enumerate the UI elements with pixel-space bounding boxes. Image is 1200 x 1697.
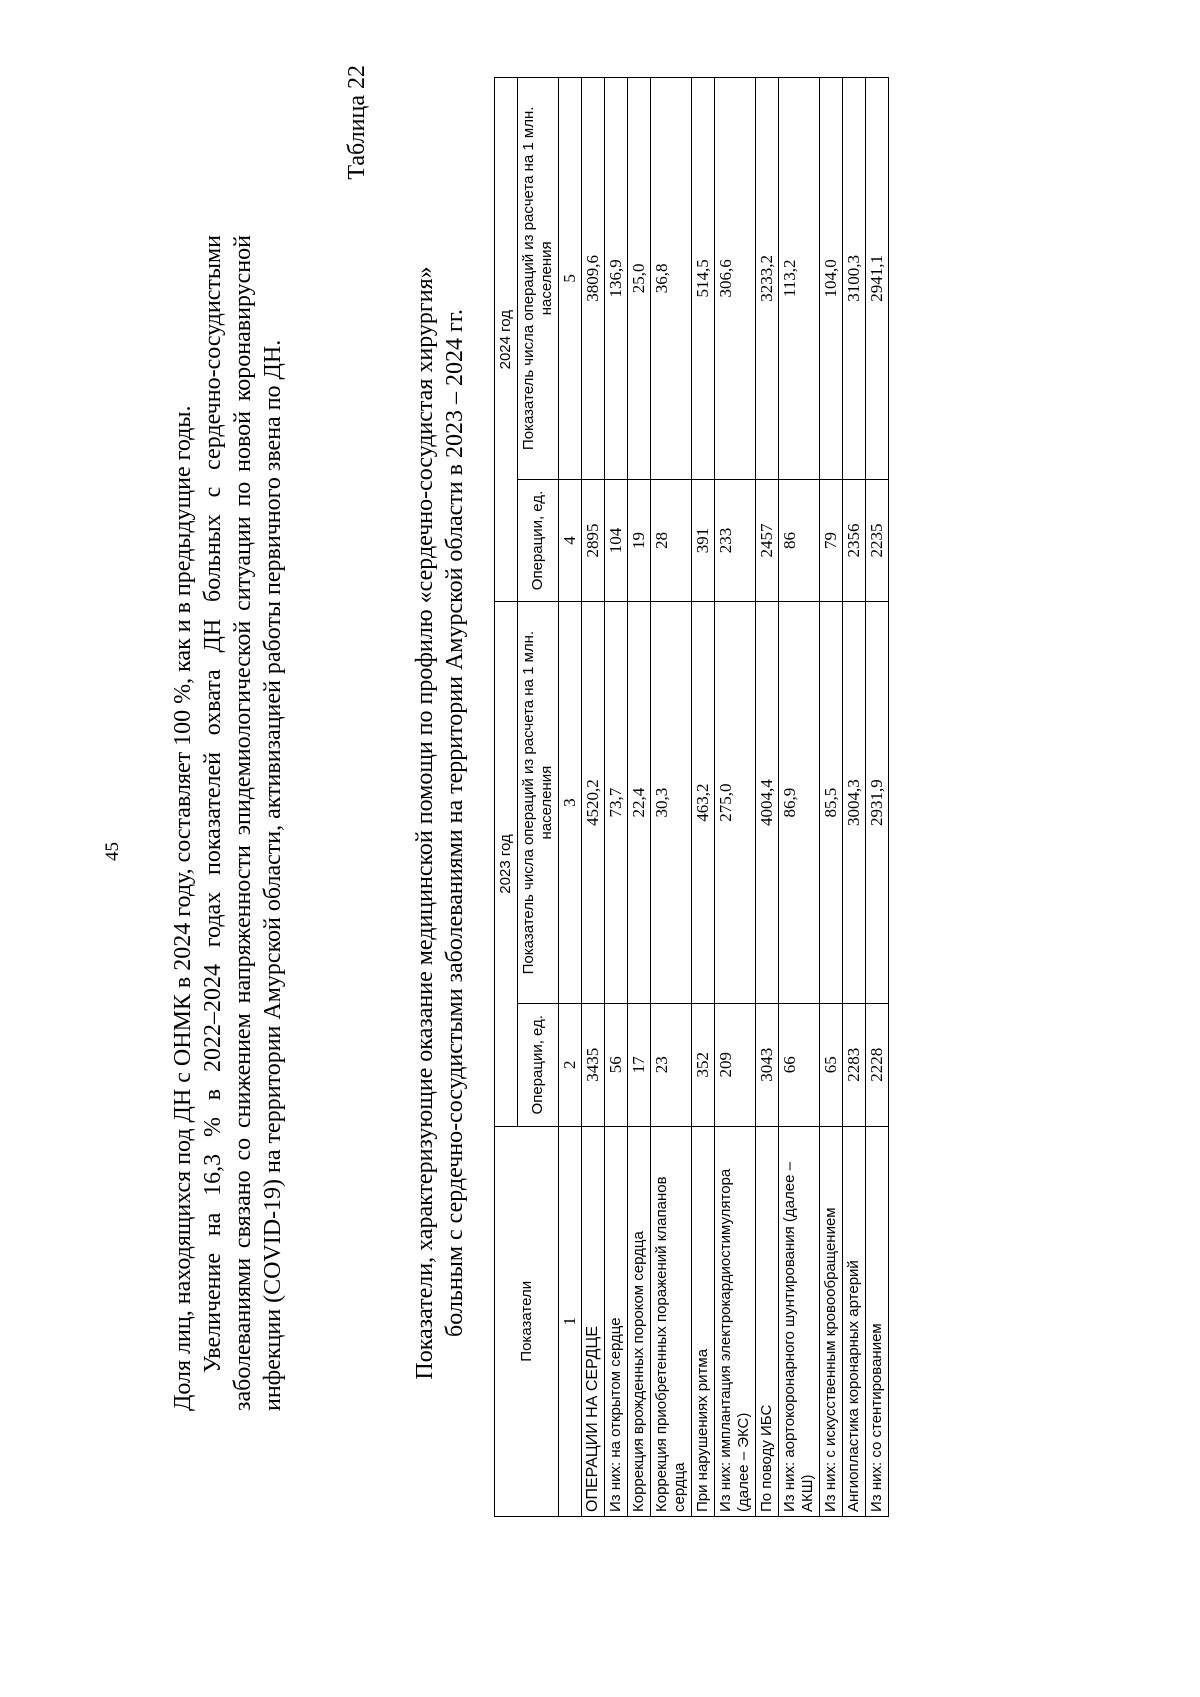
cell-value: 66 xyxy=(779,1003,820,1126)
row-label: При нарушениях ритма xyxy=(692,1126,715,1516)
table-row xyxy=(692,78,715,1517)
cell-value: 2235 xyxy=(866,479,889,602)
cell-value: 2931,9 xyxy=(866,602,889,1004)
cell-value: 2356 xyxy=(843,479,866,602)
cell-value: 3043 xyxy=(756,1003,779,1126)
table-row xyxy=(605,78,628,1517)
index-cell: 4 xyxy=(559,479,582,602)
cell-value: 79 xyxy=(820,479,843,602)
row-label: Коррекция приобретенных поражений клапанов сердца xyxy=(651,1126,692,1516)
page-number: 45 xyxy=(102,842,123,861)
table-row xyxy=(651,78,692,1517)
row-label: Из них: со стентированием xyxy=(866,1126,889,1516)
cell-value: 104,0 xyxy=(820,78,843,480)
cell-value: 25,0 xyxy=(628,78,651,480)
cell-value: 2228 xyxy=(866,1003,889,1126)
cell-value: 2457 xyxy=(756,479,779,602)
row-label: По поводу ИБС xyxy=(756,1126,779,1516)
cell-value: 36,8 xyxy=(651,78,692,480)
row-label: Из них: аортокоронарного шунтирования (далее – АКШ) xyxy=(779,1126,820,1516)
table-row xyxy=(715,78,756,1517)
cell-value: 4520,2 xyxy=(582,602,605,1004)
cell-value: 3004,3 xyxy=(843,602,866,1004)
cell-value: 2895 xyxy=(582,479,605,602)
cell-value: 2283 xyxy=(843,1003,866,1126)
row-label: Ангиопластика коронарных артерий xyxy=(843,1126,866,1516)
cell-value: 514,5 xyxy=(692,78,715,480)
cell-value: 2941,1 xyxy=(866,78,889,480)
cell-value: 463,2 xyxy=(692,602,715,1004)
cell-value: 3809,6 xyxy=(582,78,605,480)
row-label: Коррекция врожденных пороком сердца xyxy=(628,1126,651,1516)
cell-value: 65 xyxy=(820,1003,843,1126)
cell-value: 306,6 xyxy=(715,78,756,480)
cell-value: 209 xyxy=(715,1003,756,1126)
header-rate-2024: Показатель числа операций из расчета на 1 млн. населения xyxy=(518,78,559,480)
index-row xyxy=(559,78,582,1517)
header-year-2023: 2023 год xyxy=(495,602,518,1126)
cell-value: 352 xyxy=(692,1003,715,1126)
row-label: Из них: на открытом сердце xyxy=(605,1126,628,1516)
cell-value: 233 xyxy=(715,479,756,602)
cell-value: 85,5 xyxy=(820,602,843,1004)
index-cell: 3 xyxy=(559,602,582,1004)
table-row xyxy=(779,78,820,1517)
index-cell: 1 xyxy=(559,1126,582,1516)
cell-value: 136,9 xyxy=(605,78,628,480)
cell-value: 3100,3 xyxy=(843,78,866,480)
table-row xyxy=(843,78,866,1517)
cell-value: 3435 xyxy=(582,1003,605,1126)
body-text xyxy=(168,235,288,1411)
row-label: Из них: с искусственным кровообращением xyxy=(820,1126,843,1516)
cell-value: 28 xyxy=(651,479,692,602)
cell-value: 391 xyxy=(692,479,715,602)
index-cell: 5 xyxy=(559,78,582,480)
table-row xyxy=(756,78,779,1517)
table-row xyxy=(866,78,889,1517)
table-label: Таблица 22 xyxy=(344,65,370,180)
cell-value: 56 xyxy=(605,1003,628,1126)
cell-value: 275,0 xyxy=(715,602,756,1004)
cell-value: 104 xyxy=(605,479,628,602)
table-row xyxy=(820,78,843,1517)
index-cell: 2 xyxy=(559,1003,582,1126)
table-caption: Показатели, характеризующие оказание медицинской помощи по профилю «сердечно-сосудистая хирургия» больным с сердечно-сосудистыми заболеваниями на территории Амурской области в 2023 – 2024 гг. xyxy=(412,266,468,1380)
table-row xyxy=(628,78,651,1517)
header-indicator: Показатели xyxy=(495,1126,559,1516)
cell-value: 73,7 xyxy=(605,602,628,1004)
surgery-table xyxy=(494,77,889,1517)
cell-value: 23 xyxy=(651,1003,692,1126)
cell-value: 17 xyxy=(628,1003,651,1126)
table-row xyxy=(582,78,605,1517)
cell-value: 30,3 xyxy=(651,602,692,1004)
cell-value: 3233,2 xyxy=(756,78,779,480)
cell-value: 86,9 xyxy=(779,602,820,1004)
row-label: Из них: имплантация электрокардиостимулятора (далее – ЭКС) xyxy=(715,1126,756,1516)
cell-value: 22,4 xyxy=(628,602,651,1004)
header-ops-2023: Операции, ед. xyxy=(518,1003,559,1126)
cell-value: 113,2 xyxy=(779,78,820,480)
cell-value: 19 xyxy=(628,479,651,602)
cell-value: 86 xyxy=(779,479,820,602)
header-year-2024: 2024 год xyxy=(495,78,518,602)
paragraph-increase: Увеличение на 16,3 % в 2022–2024 годах показателей охвата ДН больных с сердечно-сосудистыми заболеваниями связано со снижением напряженности эпидемиологической ситуации по новой коронавирусной инфекции (COVID-19) на территории Амурской области, активизацией работы первичного звена по ДН. xyxy=(200,235,286,1411)
header-rate-2023: Показатель числа операций из расчета на 1 млн. населения xyxy=(518,602,559,1004)
row-label: ОПЕРАЦИИ НА СЕРДЦЕ xyxy=(582,1126,605,1516)
cell-value: 4004,4 xyxy=(756,602,779,1004)
header-ops-2024: Операции, ед. xyxy=(518,479,559,602)
paragraph-onmk: Доля лиц, находящихся под ДН с ОНМК в 2024 году, составляет 100 %, как и в предыдущие годы. xyxy=(170,405,196,1411)
